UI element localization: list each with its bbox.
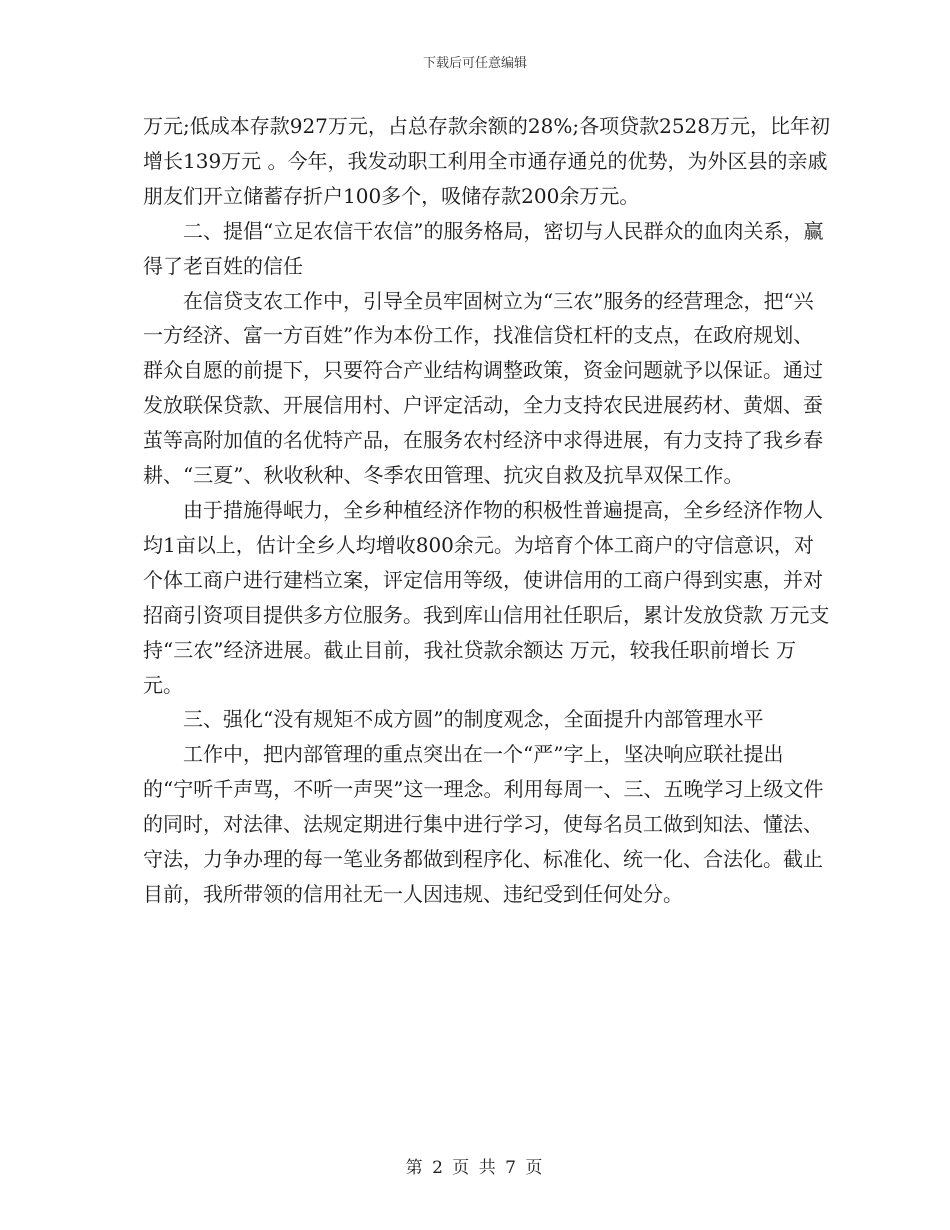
paragraph-6: 工作中，把内部管理的重点突出在一个“严”字上，坚决响应联社提出的“宁听千声骂，不听一声哭”这一理念。利用每周一、三、五晚学习上级文件的同时，对法律、法规定期进行集中进行学习，使每名员工做到知法、懂法、守法，力争办理的每一笔业务都做到程序化、标准化、统一化、合法化。截止目前，我所带领的信用社无一人因违规、违纪受到任何处分。 bbox=[143, 742, 824, 906]
paragraph-3: 在信贷支农工作中，引导全员牢固树立为“三农”服务的经营理念，把“兴一方经济、富一方百姓”作为本份工作，找准信贷杠杆的支点，在政府规划、群众自愿的前提下，只要符合产业结构调整政策，资金问题就予以保证。通过发放联保贷款、开展信用村、户评定活动，全力支持农民进展药材、黄烟、蚕茧等高附加值的名优特产品，在服务农村经济中求得进展，有力支持了我乡春耕、“三夏”、秋收秋种、冬季农田管理、抗灾自救及抗旱双保工作。 bbox=[143, 288, 823, 488]
section-heading-3: 三、强化“没有规矩不成方圆”的制度观念，全面提升内部管理水平 bbox=[183, 707, 764, 732]
page-header: 下载后可任意编辑 bbox=[422, 56, 527, 71]
paragraph-1: 万元;低成本存款927万元，占总存款余额的28%;各项贷款2528万元，比年初增长139万元 。今年，我发动职工利用全市通存通兑的优势，为外区县的亲戚朋友们开立储蓄存折户100多个，吸储存款200余万元。 bbox=[143, 114, 831, 208]
page-number: 第 2 页 共 7 页 bbox=[405, 1158, 545, 1178]
paragraph-4: 由于措施得岷力，全乡种植经济作物的积极性普遍提高，全乡经济作物人均1亩以上，估计全乡人均增收800余元。为培育个体工商户的守信意识，对个体工商户进行建档立案，评定信用等级，使讲信用的工商户得到实惠，并对招商引资项目提供多方位服务。我到库山信用社任职后，累计发放贷款 万元支持“三农”经济进展。截止目前，我社贷款余额达 万元，较我任职前增长 万元。 bbox=[143, 497, 830, 697]
section-heading-2: 二、提倡“立足农信干农信”的服务格局，密切与人民群众的血肉关系，赢得了老百姓的信任 bbox=[143, 218, 824, 278]
document-body bbox=[143, 109, 833, 912]
